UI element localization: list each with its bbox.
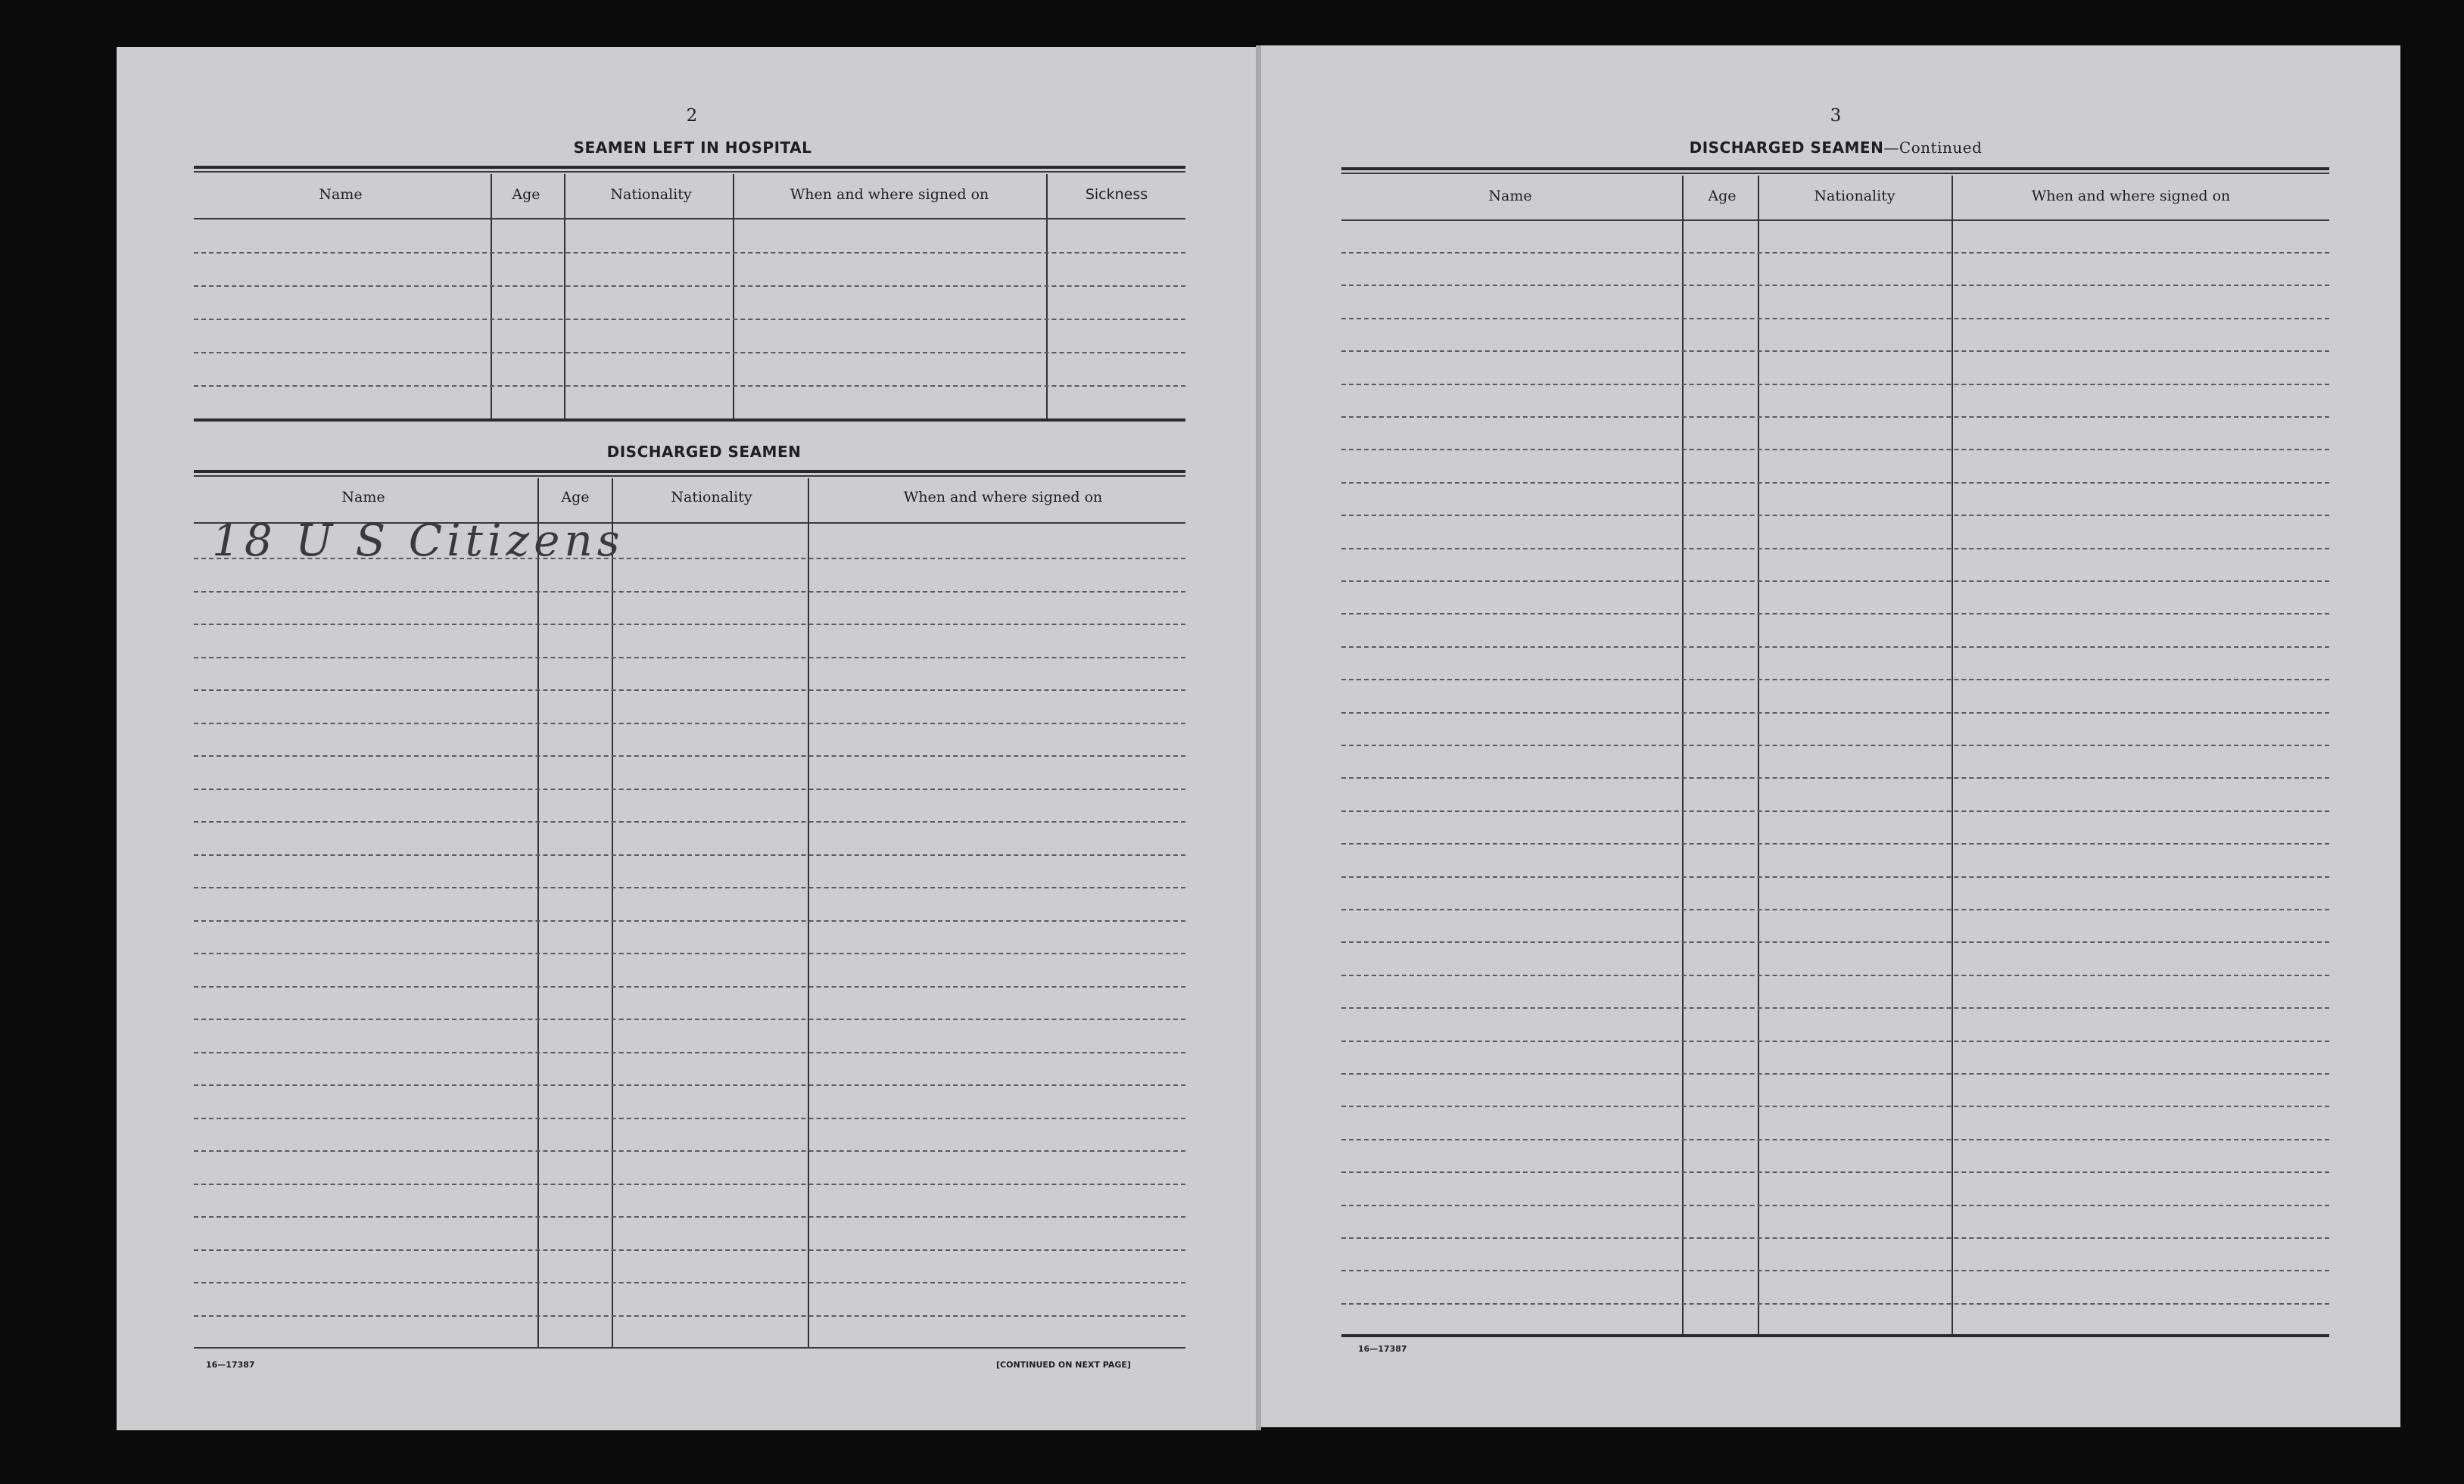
discharged-row-line <box>194 657 1185 658</box>
continued-col-nationality: Nationality <box>1814 188 1896 204</box>
hospital-top-rule <box>194 166 1185 169</box>
hospital-col-age: Age <box>512 186 540 203</box>
discharged-row-line <box>194 1184 1185 1185</box>
continued-row-line <box>1341 1139 2329 1140</box>
discharged-row-line <box>194 1118 1185 1119</box>
discharged-row-line <box>194 854 1185 856</box>
hospital-top-rule-inner <box>194 171 1185 173</box>
discharged-top-rule-inner <box>194 475 1185 477</box>
continued-row-line <box>1341 712 2329 714</box>
continued-row-line <box>1341 909 2329 910</box>
continued-row-line <box>1341 252 2329 254</box>
hospital-bottom-rule <box>194 418 1185 422</box>
discharged-col-name: Name <box>341 489 385 506</box>
discharged-col-signed-on: When and where signed on <box>903 489 1103 506</box>
discharged-col-nationality: Nationality <box>671 489 752 506</box>
discharged-top-rule <box>194 470 1185 473</box>
hospital-col-signed-on: When and where signed on <box>790 186 989 203</box>
discharged-row-line <box>194 689 1185 691</box>
discharged-continued-title-suffix: —Continued <box>1883 138 1983 157</box>
right-top-rule-inner <box>1341 173 2329 174</box>
hospital-row-line <box>194 319 1185 320</box>
continued-row-line <box>1341 810 2329 812</box>
continued-row-line <box>1341 1205 2329 1206</box>
continued-row-line <box>1341 580 2329 582</box>
discharged-row-line <box>194 789 1185 790</box>
page-number-right: 3 <box>1830 106 1842 126</box>
continued-row-line <box>1341 384 2329 385</box>
discharged-continued-title-text: DISCHARGED SEAMEN <box>1689 138 1884 157</box>
continued-col-name: Name <box>1488 188 1532 204</box>
continued-row-line <box>1341 1303 2329 1305</box>
discharged-row-line <box>194 1019 1185 1020</box>
hospital-row-line <box>194 252 1185 254</box>
continued-row-line <box>1341 1106 2329 1107</box>
form-number-right: 16—17387 <box>1358 1344 1407 1354</box>
discharged-col-age: Age <box>561 489 590 506</box>
continued-row-line <box>1341 350 2329 352</box>
hospital-row-line <box>194 352 1185 353</box>
continued-row-line <box>1341 1041 2329 1042</box>
continued-row-line <box>1341 1237 2329 1239</box>
continued-row-line <box>1341 482 2329 484</box>
discharged-row-line <box>194 1150 1185 1152</box>
continued-row-line <box>1341 1073 2329 1075</box>
continued-col-signed-on: When and where signed on <box>2031 188 2231 204</box>
hospital-row-line <box>194 385 1185 387</box>
hospital-col-nationality: Nationality <box>610 186 692 203</box>
discharged-continued-title <box>1628 138 2044 157</box>
continued-header-rule <box>1341 219 2329 221</box>
form-number-left: 16—17387 <box>206 1360 255 1370</box>
continued-row-line <box>1341 843 2329 845</box>
page-fold <box>1256 45 1261 1430</box>
discharged-row-line <box>194 1282 1185 1283</box>
continued-row-line <box>1341 548 2329 549</box>
continued-row-line <box>1341 318 2329 319</box>
discharged-row-line <box>194 591 1185 593</box>
discharged-bottom-rule <box>194 1347 1185 1349</box>
right-top-rule <box>1341 167 2329 170</box>
right-bottom-rule <box>1341 1334 2329 1337</box>
discharged-row-line <box>194 821 1185 823</box>
handwritten-entry: 18 U S Citizens <box>212 515 625 566</box>
continued-row-line <box>1341 1007 2329 1009</box>
continued-row-line <box>1341 777 2329 779</box>
discharged-row-line <box>194 1216 1185 1218</box>
continued-row-line <box>1341 515 2329 516</box>
page-number-left: 2 <box>686 106 698 126</box>
left-page <box>117 47 1256 1430</box>
continued-row-line <box>1341 679 2329 680</box>
continued-row-line <box>1341 449 2329 450</box>
hospital-section-title: SEAMEN LEFT IN HOSPITAL <box>573 138 812 157</box>
continued-row-line <box>1341 646 2329 648</box>
continued-row-line <box>1341 416 2329 418</box>
hospital-col-sickness: Sickness <box>1085 186 1148 203</box>
continued-col-age: Age <box>1708 188 1737 204</box>
discharged-row-line <box>194 887 1185 888</box>
hospital-row-line <box>194 285 1185 287</box>
discharged-row-line <box>194 1084 1185 1086</box>
continued-row-line <box>1341 876 2329 878</box>
continued-row-line <box>1341 1171 2329 1173</box>
continued-row-line <box>1341 745 2329 746</box>
continued-row-line <box>1341 941 2329 943</box>
continued-note: [CONTINUED ON NEXT PAGE] <box>996 1360 1131 1370</box>
continued-row-line <box>1341 975 2329 976</box>
discharged-row-line <box>194 723 1185 724</box>
continued-row-line <box>1341 285 2329 286</box>
discharged-row-line <box>194 1315 1185 1317</box>
discharged-row-line <box>194 624 1185 625</box>
discharged-section-title: DISCHARGED SEAMEN <box>606 443 802 461</box>
hospital-header-rule <box>194 218 1185 219</box>
continued-row-line <box>1341 613 2329 614</box>
discharged-row-line <box>194 986 1185 988</box>
hospital-col-name: Name <box>319 186 363 203</box>
discharged-row-line <box>194 1249 1185 1251</box>
continued-row-line <box>1341 1270 2329 1271</box>
discharged-row-line <box>194 755 1185 757</box>
discharged-row-line <box>194 1052 1185 1053</box>
discharged-row-line <box>194 920 1185 922</box>
discharged-row-line <box>194 953 1185 954</box>
